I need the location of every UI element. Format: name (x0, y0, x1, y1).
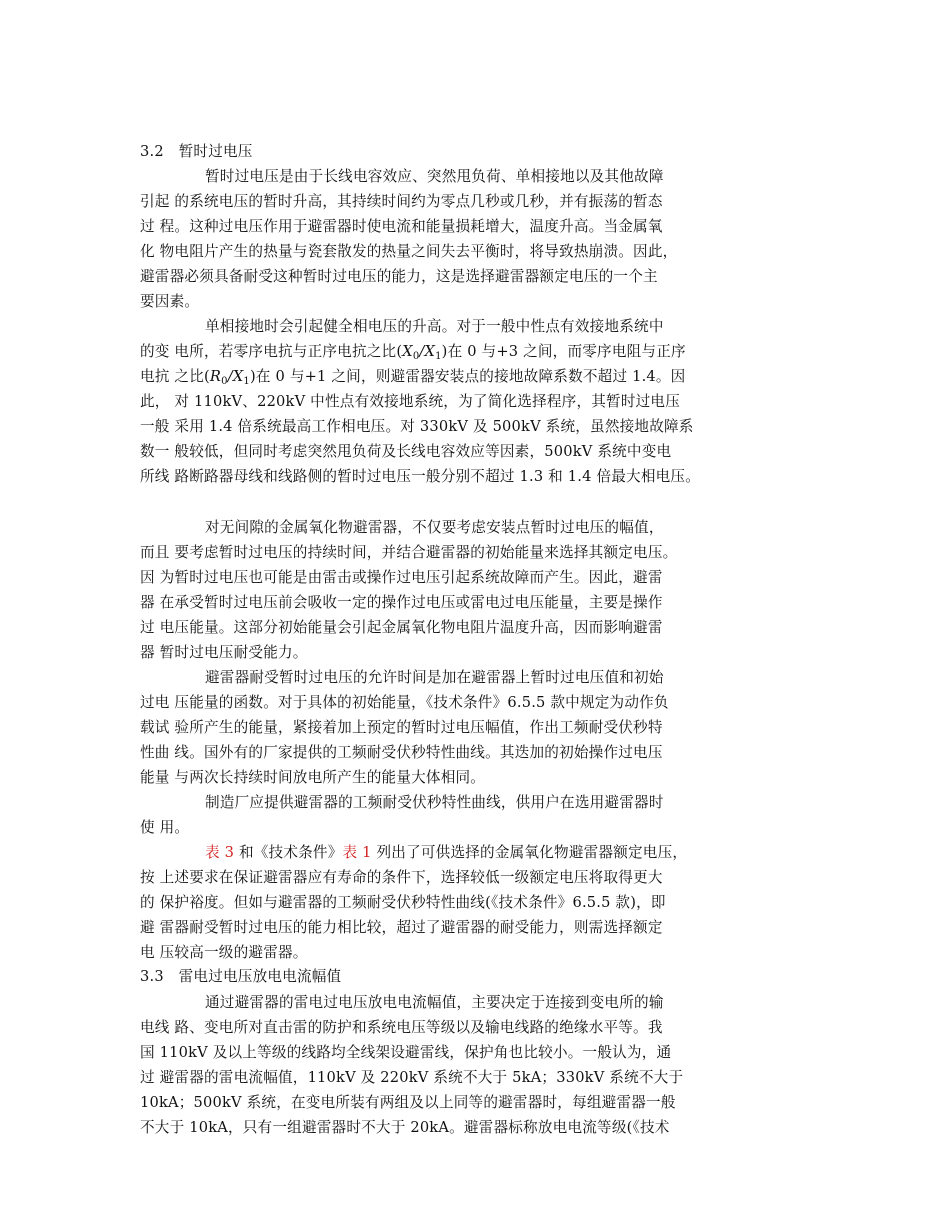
text-run: 电抗 之比( (140, 368, 210, 385)
paragraph-line: 通过避雷器的雷电过电压放电电流幅值，主要决定于连接到变电所的输 (205, 994, 664, 1011)
paragraph-line-formula (140, 367, 685, 392)
paragraph-line: 的 保护裕度。但如与避雷器的工频耐受伏秒特性曲线(《技术条件》6.5.5 款)，即 (140, 894, 666, 911)
math-var: X (232, 368, 244, 385)
paragraph-line: 暂时过电压是由于长线电容效应、突然甩负荷、单相接地以及其他故障 (205, 168, 664, 185)
paragraph-line: 引起 的系统电压的暂时升高，其持续时间约为零点几秒或几秒，并有振荡的暂态 (140, 193, 663, 210)
text-run: 列出了可供选择的金属氧化物避雷器额定电压， (371, 844, 688, 861)
paragraph-line: 化 物电阻片产生的热量与瓷套散发的热量之间失去平衡时，将导致热崩溃。因此， (140, 243, 678, 260)
paragraph-line: 所线 路断路器母线和线路侧的暂时过电压一般分别不超过 1.3 和 1.4 倍最大相电压。 (140, 468, 701, 485)
paragraph-line: 10kA；500kV 系统，在变电所装有两组及以上同等的避雷器时，每组避雷器一般 (140, 1094, 676, 1111)
paragraph-line: 一般 采用 1.4 倍系统最高工作相电压。对 330kV 及 500kV 系统，虽然接地故障系 (140, 418, 694, 435)
paragraph-line: 此， 对 110kV、220kV 中性点有效接地系统，为了简化选择程序，其暂时过电压 (140, 393, 681, 410)
paragraph-line: 避 雷器耐受暂时过电压的能力相比较，超过了避雷器的耐受能力，则需选择额定 (140, 919, 663, 936)
math-slash: / (227, 368, 233, 385)
paragraph-line: 制造厂应提供避雷器的工频耐受伏秒特性曲线，供用户在选用避雷器时 (205, 794, 664, 811)
paragraph-line: 过电 压能量的函数。对于具体的初始能量，《技术条件》6.5.5 款中规定为动作负 (140, 694, 669, 711)
text-run: )在 0 与+1 之间，则避雷器安装点的接地故障系数不超过 1.4。因 (249, 368, 686, 385)
paragraph-line: 避雷器耐受暂时过电压的允许时间是加在避雷器上暂时过电压值和初始 (205, 669, 664, 686)
paragraph-line-formula (140, 342, 686, 367)
paragraph-line: 过 避雷器的雷电流幅值，110kV 及 220kV 系统不大于 5kA；330kV 系统不大于 (140, 1069, 684, 1086)
paragraph-line: 要因素。 (140, 293, 200, 310)
math-subscript: 1 (435, 351, 442, 362)
paragraph-line-links (205, 843, 687, 863)
paragraph-line: 避雷器必须具备耐受这种暂时过电压的能力，这是选择避雷器额定电压的一个主 (140, 268, 658, 285)
section-heading-3-2: 3.2 暂时过电压 (140, 143, 253, 160)
paragraph-line: 器 暂时过电压耐受能力。 (140, 644, 308, 661)
text-run: )在 0 与+3 之间，而零序电阻与正序 (441, 343, 686, 360)
paragraph-line: 过 电压能量。这部分初始能量会引起金属氧化物电阻片温度升高，因而影响避雷 (140, 619, 663, 636)
table-3-link[interactable]: 表 3 (205, 844, 235, 861)
math-subscript: 1 (243, 376, 250, 387)
paragraph-line: 载试 验所产生的能量，紧接着加上预定的暂时过电压幅值，作出工频耐受伏秒特 (140, 719, 663, 736)
math-var: R (209, 368, 222, 385)
paragraph-line: 按 上述要求在保证避雷器应有寿命的条件下，选择较低一级额定电压将取得更大 (140, 869, 663, 886)
paragraph-line: 电 压较高一级的避雷器。 (140, 944, 308, 961)
paragraph-line: 使 用。 (140, 819, 190, 836)
paragraph-line: 过 程。这种过电压作用于避雷器时使电流和能量损耗增大，温度升高。当金属氧 (140, 218, 663, 235)
paragraph-line: 性曲 线。国外有的厂家提供的工频耐受伏秒特性曲线。其迭加的初始操作过电压 (140, 744, 663, 761)
math-var: X (424, 343, 436, 360)
paragraph-line: 对无间隙的金属氧化物避雷器，不仅要考虑安装点暂时过电压的幅值， (205, 519, 664, 536)
paragraph-line: 能量 与两次长持续时间放电所产生的能量大体相同。 (140, 769, 486, 786)
math-subscript: 0 (412, 351, 420, 362)
paragraph-line: 因 为暂时过电压也可能是由雷击或操作过电压引起系统故障而产生。因此，避雷 (140, 569, 663, 586)
paragraph-line: 电线 路、变电所对直击雷的防护和系统电压等级以及输电线路的绝缘水平等。我 (140, 1019, 663, 1036)
section-heading-3-3: 3.3 雷电过电压放电电流幅值 (140, 968, 342, 985)
math-var: X (402, 343, 413, 360)
math-subscript: 0 (221, 376, 228, 387)
table-1-link[interactable]: 表 1 (342, 844, 372, 861)
paragraph-line: 而且 要考虑暂时过电压的持续时间，并结合避雷器的初始能量来选择其额定电压。 (140, 544, 678, 561)
text-run: 和《技术条件》 (234, 844, 343, 861)
paragraph-line: 单相接地时会引起健全相电压的升高。对于一般中性点有效接地系统中 (205, 318, 664, 335)
paragraph-line: 器 在承受暂时过电压前会吸收一定的操作过电压或雷电过电压能量，主要是操作 (140, 594, 663, 611)
paragraph-line: 数一 般较低，但同时考虑突然甩负荷及长线电容效应等因素，500kV 系统中变电 (140, 443, 672, 460)
paragraph-line: 国 110kV 及以上等级的线路均全线架设避雷线，保护角也比较小。一般认为，通 (140, 1044, 672, 1061)
text-run: 的变 电所，若零序电抗与正序电抗之比( (140, 343, 403, 360)
paragraph-line: 不大于 10kA，只有一组避雷器时不大于 20kA。避雷器标称放电电流等级(《技术 (140, 1119, 670, 1136)
math-slash: / (419, 343, 425, 360)
